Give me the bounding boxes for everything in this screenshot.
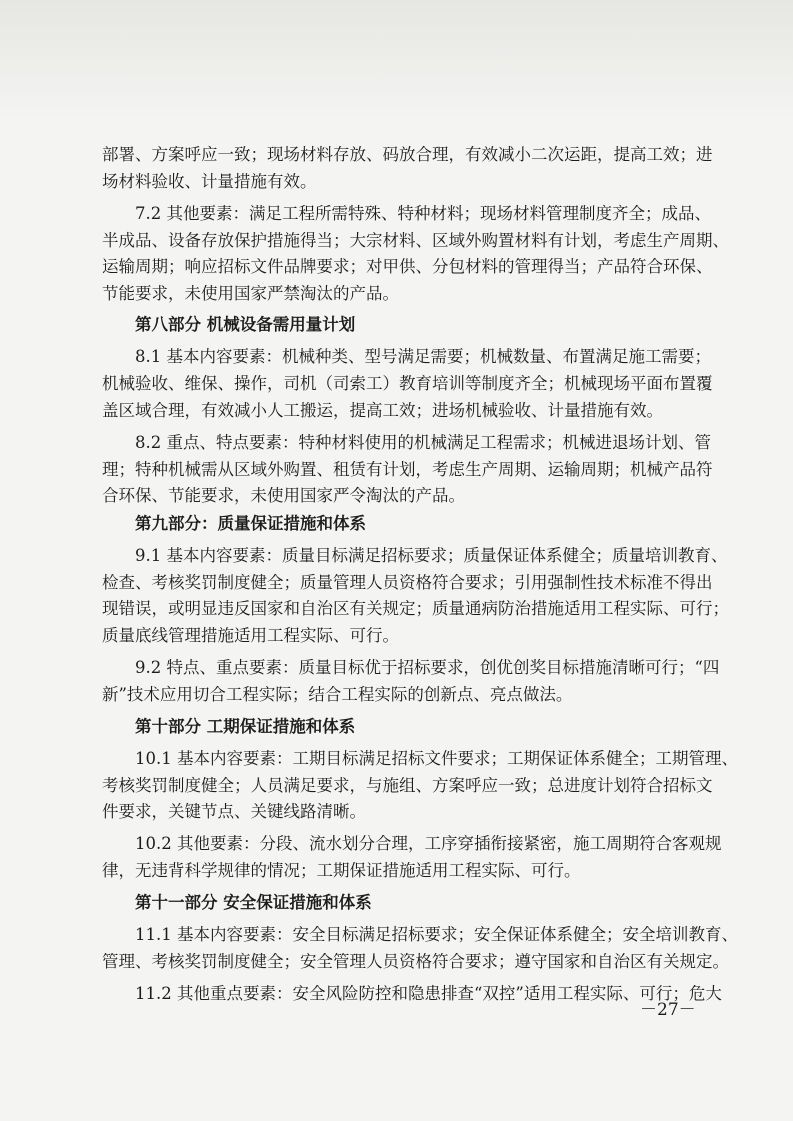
paragraph-line: 11.1 基本内容要素：安全目标满足招标要求；安全保证体系健全；安全培训教育、 bbox=[135, 925, 738, 944]
paragraph-line: 理；特种机械需从区域外购置、租赁有计划，考虑生产周期、运输周期；机械产品符 bbox=[102, 460, 713, 479]
paragraph-line: 8.1 基本内容要素：机械种类、型号满足需要；机械数量、布置满足施工需要； bbox=[135, 347, 711, 366]
paragraph-line: 10.1 基本内容要素：工期目标满足招标文件要求；工期保证体系健全；工期管理、 bbox=[135, 749, 738, 768]
paragraph-line: 新”技术应用切合工程实际；结合工程实际的创新点、亮点做法。 bbox=[102, 685, 573, 704]
paragraph-line: 检查、考核奖罚制度健全；质量管理人员资格符合要求；引用强制性技术标准不得出 bbox=[102, 573, 713, 592]
section-heading: 第九部分：质量保证措施和体系 bbox=[135, 514, 366, 533]
paragraph-line: 合环保、节能要求，未使用国家严令淘汰的产品。 bbox=[102, 486, 465, 505]
paragraph-line: 节能要求，未使用国家严禁淘汰的产品。 bbox=[102, 284, 399, 303]
paragraph-line: 10.2 其他要素：分段、流水划分合理，工序穿插衔接紧密，施工周期符合客观规 bbox=[135, 834, 722, 853]
paragraph-line: 9.1 基本内容要素：质量目标满足招标要求；质量保证体系健全；质量培训教育、 bbox=[135, 546, 728, 565]
paragraph-line: 机械验收、维保、操作，司机（司索工）教育培训等制度齐全；机械现场平面布置覆 bbox=[102, 374, 713, 393]
paragraph-line: 质量底线管理措施适用工程实际、可行。 bbox=[102, 626, 399, 645]
paragraph-line: 管理、考核奖罚制度健全；安全管理人员资格符合要求；遵守国家和自治区有关规定。 bbox=[102, 952, 729, 971]
paragraph-line: 场材料验收、计量措施有效。 bbox=[102, 172, 317, 191]
scan-shadow bbox=[0, 0, 793, 120]
paragraph-line: 半成品、设备存放保护措施得当；大宗材料、区域外购置材料有计划，考虑生产周期、 bbox=[102, 231, 729, 250]
paragraph-line: 运输周期；响应招标文件品牌要求；对甲供、分包材料的管理得当；产品符合环保、 bbox=[102, 257, 713, 276]
paragraph-line: 现错误，或明显违反国家和自治区有关规定；质量通病防治措施适用工程实际、可行； bbox=[102, 599, 729, 618]
paragraph-line: 8.2 重点、特点要素：特种材料使用的机械满足工程需求；机械进退场计划、管 bbox=[135, 433, 711, 452]
paragraph-line: 考核奖罚制度健全；人员满足要求，与施组、方案呼应一致；总进度计划符合招标文 bbox=[102, 776, 713, 795]
paragraph-line: 件要求，关键节点、关键线路清晰。 bbox=[102, 802, 366, 821]
section-heading: 第十一部分 安全保证措施和体系 bbox=[135, 893, 372, 912]
page-number: －27－ bbox=[640, 1000, 696, 1020]
paragraph-line: 7.2 其他要素：满足工程所需特殊、特种材料；现场材料管理制度齐全；成品、 bbox=[135, 204, 711, 223]
paragraph-line: 部署、方案呼应一致；现场材料存放、码放合理，有效减小二次运距，提高工效；进 bbox=[102, 145, 713, 164]
paragraph-line: 盖区域合理，有效减小人工搬运，提高工效；进场机械验收、计量措施有效。 bbox=[102, 401, 663, 420]
section-heading: 第八部分 机械设备需用量计划 bbox=[135, 315, 356, 334]
paragraph-line: 9.2 特点、重点要素：质量目标优于招标要求，创优创奖目标措施清晰可行；“四 bbox=[135, 658, 720, 677]
paragraph-line: 11.2 其他重点要素：安全风险防控和隐患排查“双控”适用工程实际、可行；危大 bbox=[135, 984, 722, 1003]
paragraph-line: 律，无违背科学规律的情况；工期保证措施适用工程实际、可行。 bbox=[102, 861, 581, 880]
section-heading: 第十部分 工期保证措施和体系 bbox=[135, 717, 356, 736]
